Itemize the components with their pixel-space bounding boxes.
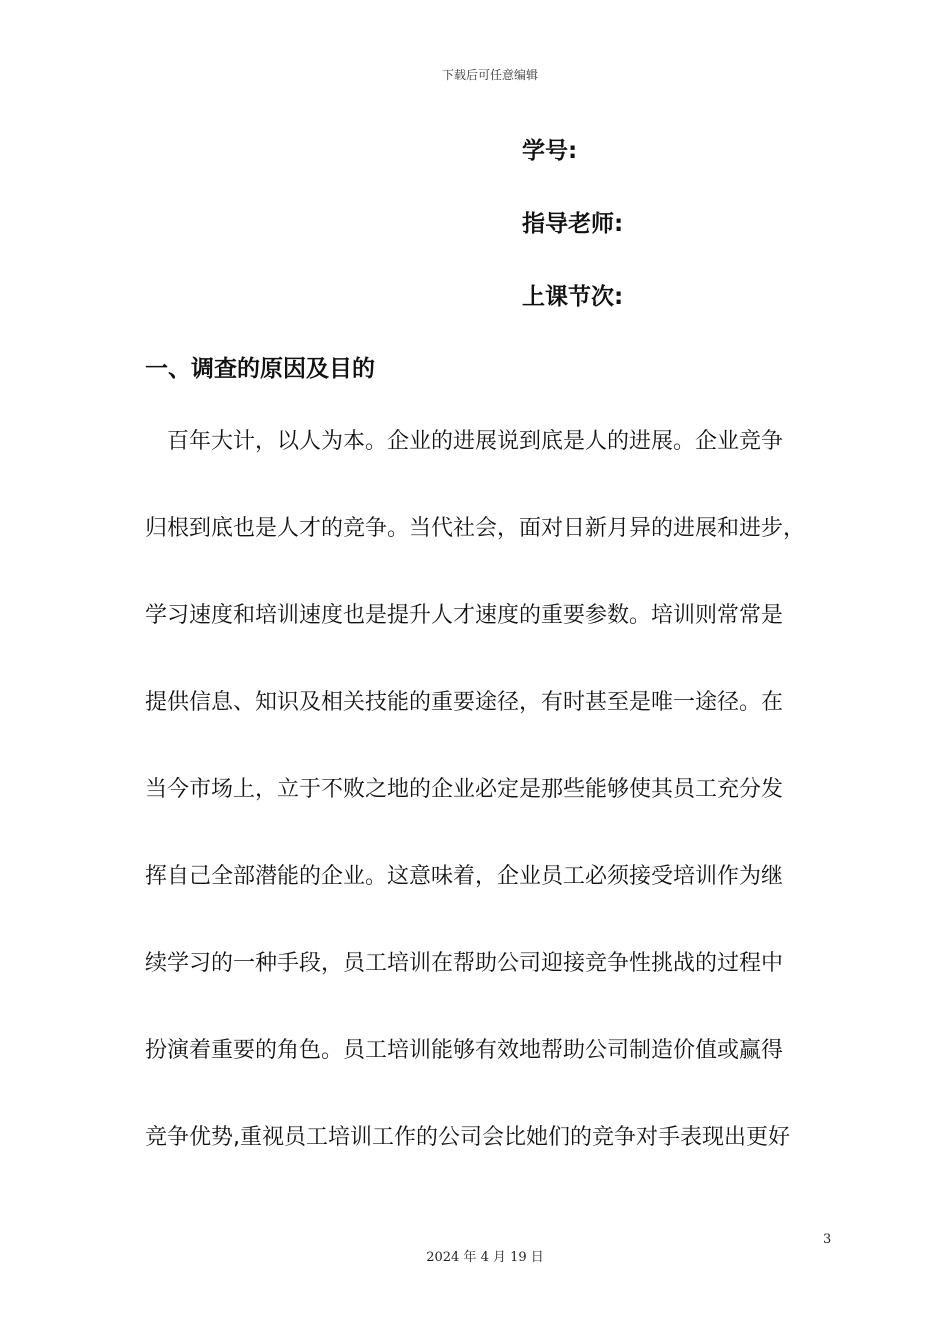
paragraph-line: 百年大计，以人为本。企业的进展说到底是人的进展。企业竞争: [145, 429, 784, 454]
paragraph-line: 提供信息、知识及相关技能的重要途径，有时甚至是唯一途径。在: [145, 690, 784, 715]
footer-date: 2024 年 4 月 19 日: [426, 1250, 544, 1265]
advisor-label: 指导老师:: [522, 211, 624, 237]
class-period-label: 上课节次:: [522, 284, 624, 310]
paragraph-line: 挥自己全部潜能的企业。这意味着，企业员工必须接受培训作为继: [145, 864, 784, 889]
paragraph-line: 竞争优势,重视员工培训工作的公司会比她们的竞争对手表现出更好: [145, 1125, 790, 1150]
student-info-block: [522, 134, 623, 353]
student-id-label: 学号:: [522, 138, 578, 164]
header-note: 下载后可任意编辑: [441, 68, 538, 82]
page-number: 3: [823, 1232, 832, 1247]
body-paragraph: [145, 425, 845, 1208]
paragraph-line: 扮演着重要的角色。员工培训能够有效地帮助公司制造价值或赢得: [145, 1038, 784, 1063]
paragraph-line: 当今市场上，立于不败之地的企业必定是那些能够使其员工充分发: [145, 777, 784, 802]
section-heading: 一、调查的原因及目的: [145, 356, 375, 382]
paragraph-line: 学习速度和培训速度也是提升人才速度的重要参数。培训则常常是: [145, 603, 784, 628]
paragraph-line: 续学习的一种手段，员工培训在帮助公司迎接竞争性挑战的过程中: [145, 951, 784, 976]
paragraph-line: 归根到底也是人才的竞争。当代社会，面对日新月异的进展和进步，: [145, 516, 806, 541]
